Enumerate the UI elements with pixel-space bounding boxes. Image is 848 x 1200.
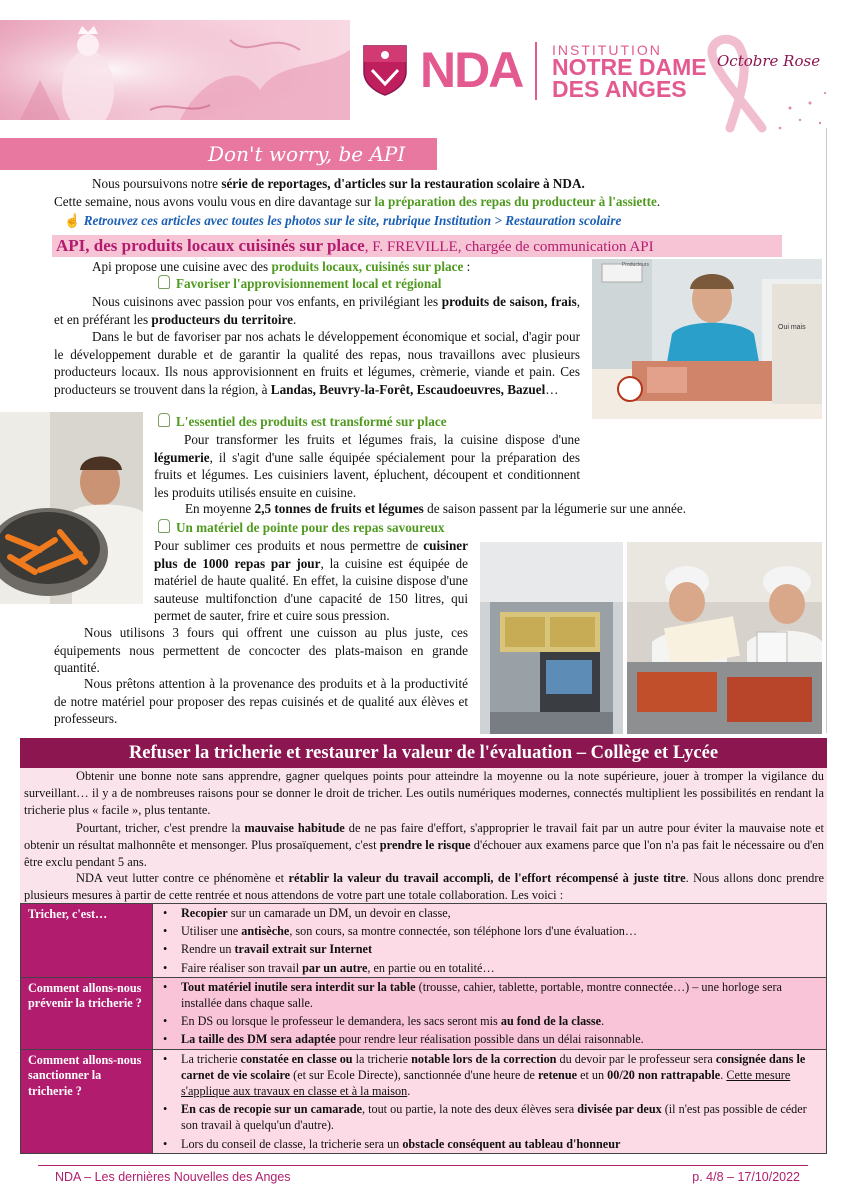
list-item: • Lors du conseil de classe, la tricherie sera un obstacle conséquent au tableau d'honneur (153, 1135, 826, 1153)
table-row (21, 904, 827, 978)
pink-ribbon-icon (700, 28, 835, 140)
hand-bullet-icon (158, 413, 170, 427)
institution-label: INSTITUTION (552, 42, 662, 58)
box-label: Oui mais (778, 324, 806, 331)
cheating-rules-table (20, 903, 827, 1154)
row-label-prevention: Comment allons-nous prévenir la tricherie ? (21, 977, 153, 1049)
institution-name-1: NOTRE DAME (552, 54, 707, 80)
cheating-section-title: Refuser la tricherie et restaurer la valeur de l'évaluation – Collège et Lycée (20, 738, 827, 768)
producer-sign: Producteurs (622, 262, 649, 268)
cheating-paragraph-3: NDA veut lutter contre ce phénomène et rétablir la valeur du travail accompli, de l'effort récompensé à juste titre. Nous allons donc prendre plusieurs mesures à partir de cette rentrée et nous attendons de votre part une totale collaboration. Les voici : (24, 871, 824, 902)
site-link[interactable]: ☝ Retrouvez ces articles avec toutes les photos sur le site, rubrique Institution > Restauration scolaire (64, 213, 622, 228)
producer-photo (592, 259, 822, 419)
list-item: • En DS ou lorsque le professeur le demandera, les sacs seront mis au fond de la classe. (153, 1012, 826, 1030)
october-rose-text: Octobre Rose (717, 52, 821, 70)
cheating-paragraph-2: Pourtant, tricher, c'est prendre la mauvaise habitude de ne pas faire d'effort, s'approprier le travail fait par un autre pour éviter la mauvaise note et obtenir un résultat malhonnête et mensonger. Plus prosaïquement, c'est prendre le risque d'échouer aux examens parce que l'on n'a pas fait le nécessaire ou d'en être exclu pendant 5 ans. (24, 821, 824, 869)
list-item: • Utiliser une antisèche, son cours, sa montre connectée, son téléphone lors d'une évaluation… (153, 922, 826, 940)
list-item: • La taille des DM sera adaptée pour rendre leur réalisation possible dans un délai raisonnable. (153, 1030, 826, 1048)
list-item: • Rendre un travail extrait sur Internet (153, 940, 826, 958)
article-title: API, des produits locaux cuisinés sur place, F. FREVILLE, chargée de communication API (56, 236, 654, 255)
list-item: • La tricherie constatée en classe ou la tricherie notable lors de la correction du devoir par le professeur sera consignée dans le carnet de vie scolaire (et sur Ecole Directe), sanctionnée d'une heure de retenue et un 00/20 non rattrapable. Cette mesure s'applique aux travaux en classe et à la maison. (153, 1050, 826, 1101)
list-item: • Recopier sur un camarade un DM, un devoir en classe, (153, 904, 826, 922)
paragraph-2: Dans le but de favoriser par nos achats le développement économique et social, d'agir pour le développement durable et de garantir la qualité des repas, nous travaillons avec plusieurs producteurs locaux. Ils nous approvisionnent en fruits et légumes, crèmerie, viande et pain. Ces producteurs se trouvent dans la région, à Landas, Beuvry-la-Forêt, Escaudoeuvres, Bazuel… (54, 329, 580, 397)
fryer-photo (480, 542, 623, 734)
cook-carrots-photo (0, 412, 143, 604)
hand-bullet-icon (158, 275, 170, 289)
footer-page-date: p. 4/8 – 17/10/2022 (692, 1170, 800, 1184)
paragraph-6: Nous utilisons 3 fours qui offrent une cuisson au plus juste, ces équipements nous permettent de concocter des plats-maison en grande quantité. (54, 625, 468, 675)
logo-divider (535, 42, 537, 100)
row-label-definition: Tricher, c'est… (21, 904, 153, 978)
list-item: • Tout matériel inutile sera interdit sur la table (trousse, cahier, tablette, portable, montre connectée…) – une horloge sera installée dans chaque salle. (153, 978, 826, 1012)
paragraph-3a: Pour transformer les fruits et légumes frais, la cuisine dispose d'une légumerie, il s'agit d'une salle équipée spécialement pour la préparation des fruits et légumes. Les cuisiniers lavent, épluchent, découpent et conditionnent les produits utilisés ensuite en cuisine. (154, 432, 580, 500)
paragraph-5: Pour sublimer ces produits et nous permettre de cuisiner plus de 1000 repas par jour, la cuisine est équipée de matériel de haute qualité. En effet, la cuisine dispose d'une sauteuse multifonction d'une capacité de 150 litres, qui permet de sauter, frire et cuire sous pression. (154, 538, 468, 623)
list-item: • En cas de recopie sur un camarade, tout ou partie, la note des deux élèves sera divisée par deux (il n'est pas possible de céder son travail à quelqu'un d'autre). (153, 1100, 826, 1134)
footer-rule (38, 1165, 808, 1166)
list-item: • Faire réaliser son travail par un autre, en partie ou en totalité… (153, 959, 826, 977)
pointer-hand-icon: ☝ (64, 213, 84, 228)
article-banner-title: Don't worry, be API (208, 142, 406, 166)
hand-bullet-icon (158, 519, 170, 533)
institution-name-2: DES ANGES (552, 76, 687, 102)
intro-line-1: Nous poursuivons notre série de reportages, d'articles sur la restauration scolaire à NDA. (92, 176, 585, 191)
cheating-paragraph-1: Obtenir une bonne note sans apprendre, gagner quelques points pour atteindre la moyenne ou la note supérieure, jouer à tromper la vigilance du surveillant… il y a de nombreuses raisons pour se donner le droit de tricher. Les outils numériques modernes, connectés multiplient les possibilités en rendant la tricherie plus « facile », plus tentante. (24, 769, 824, 817)
table-row (21, 1049, 827, 1153)
cooks-photo (627, 542, 822, 734)
lead-line: Api propose une cuisine avec des produits locaux, cuisinés sur place : (92, 259, 471, 274)
table-row (21, 977, 827, 1049)
intro-line-2: Cette semaine, nous avons voulu vous en dire davantage sur la préparation des repas du producteur à l'assiette. (54, 194, 661, 209)
paragraph-7: Nous prêtons attention à la provenance des produits et à la productivité de notre matériel pour proposer des repas cuisinés et de qualité aux élèves et professeurs. (54, 676, 468, 726)
subheading-3: Un matériel de pointe pour des repas savoureux (158, 519, 588, 537)
row-label-sanction: Comment allons-nous sanctionner la tricherie ? (21, 1049, 153, 1153)
header-banner-image (0, 20, 350, 120)
subheading-1: Favoriser l'approvisionnement local et régional (158, 275, 588, 293)
paragraph-4: En moyenne 2,5 tonnes de fruits et légumes de saison passent par la légumerie sur une année. (185, 501, 687, 516)
paragraph-1: Nous cuisinons avec passion pour vos enfants, en privilégiant les produits de saison, frais, et en préférant les producteurs du territoire. (54, 294, 580, 327)
subheading-2: L'essentiel des produits est transformé sur place (158, 413, 588, 431)
nda-shield-icon (362, 44, 408, 96)
header-decoration (0, 20, 350, 120)
footer-publication: NDA – Les dernières Nouvelles des Anges (55, 1170, 291, 1184)
nda-logo-text: NDA (420, 42, 523, 98)
